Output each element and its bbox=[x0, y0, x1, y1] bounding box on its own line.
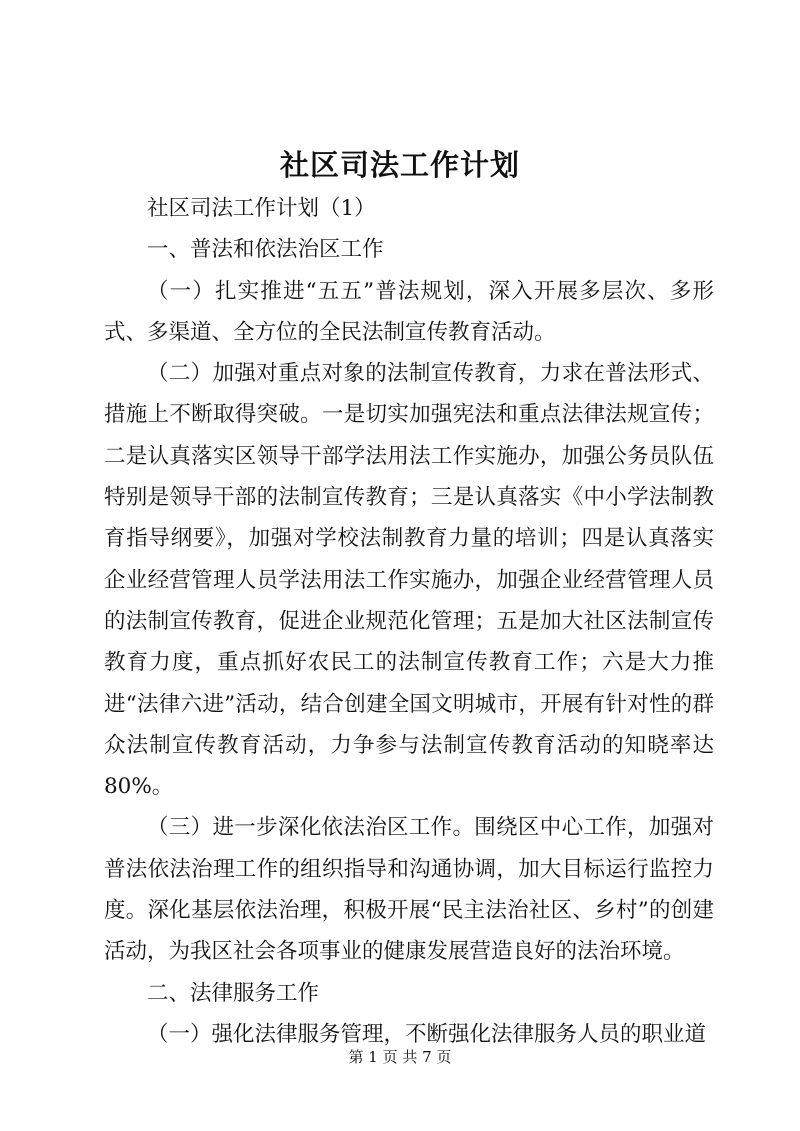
paragraph: （一）强化法律服务管理，不断强化法律服务人员的职业道 bbox=[147, 1021, 707, 1047]
paragraph: （二）加强对重点对象的法制宣传教育，力求在普法形式、措施上不断取得突破。一是切实加强宪法和重点法律法规宣传；二是认真落实区领导干部学法用法工作实施办，加强公务员队伍特别是领导干部的法制宣传教育；三是认真落实《中小学法制教育指导纲要》，加强对学校法制教育力量的培训；四是认真落实企业经营管理人员学法用法工作实施办，加强企业经营管理人员的法制宣传教育，促进企业规范化管理；五是加大社区法制宣传教育力度，重点抓好农民工的法制宣传教育工作；六是大力推进“法律六进”活动，结合创建全国文明城市，开展有针对性的群众法制宣传教育活动，力争参与法制宣传教育活动的知晓率达80%。 bbox=[104, 361, 714, 800]
paragraph: （一）扎实推进“五五”普法规划，深入开展多层次、多形式、多渠道、全方位的全民法制宣传教育活动。 bbox=[104, 278, 714, 345]
paragraph: （三）进一步深化依法治区工作。围绕区中心工作，加强对普法依法治理工作的组织指导和沟通协调，加大目标运行监控力度。深化基层依法治理，积极开展“民主法治社区、乡村”的创建活动，为我区社会各项事业的健康发展营造良好的法治环境。 bbox=[104, 815, 714, 965]
document-title: 社区司法工作计划 bbox=[279, 148, 520, 182]
paragraph-subtitle: 社区司法工作计划（1） bbox=[147, 196, 376, 221]
paragraph-section-heading: 二、法律服务工作 bbox=[147, 980, 320, 1006]
paragraph-section-heading: 一、普法和依法治区工作 bbox=[147, 237, 384, 263]
page-footer: 第 1 页 共 7 页 bbox=[348, 1048, 452, 1066]
document-body bbox=[104, 188, 714, 1055]
